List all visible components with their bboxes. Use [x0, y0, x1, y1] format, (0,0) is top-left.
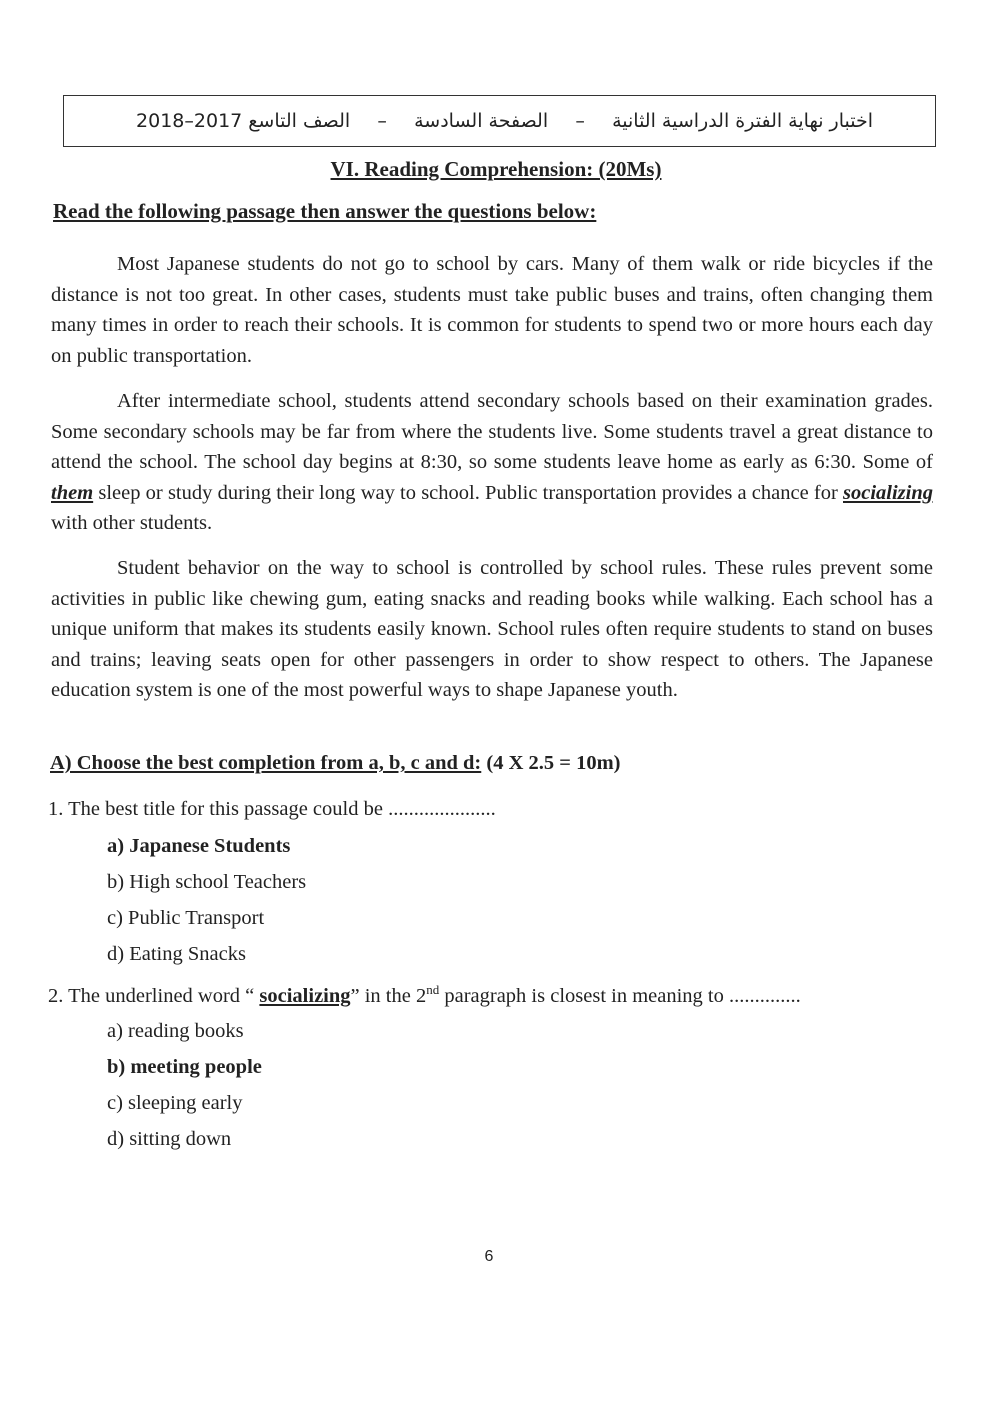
- instructions: Read the following passage then answer the questions below:: [53, 199, 597, 223]
- paragraph-text: Student behavior on the way to school is controlled by school rules. These rules prevent some activities in public like chewing gum, eating snacks and reading books while walking. Each school has a unique uniform that makes its students easily known. School rules often require students to stand on buses and trains; leaving seats open for other passengers in order to show respect to others. The Japanese education system is one of the most powerful ways to shape Japanese youth.: [51, 557, 933, 701]
- paragraph-text: sleep or study during their long way to school. Public transportation provides a chance for: [93, 481, 843, 504]
- paragraph-text: After intermediate school, students attend secondary schools based on their examination grades. Some secondary schools may be far from where the students live. Some students travel a great distance to attend the school. The school day begins at 8:30, so some students leave home as early as 6:30. Some of: [51, 390, 933, 473]
- part-a-heading: [50, 752, 620, 775]
- q2-keyword: socializing: [259, 984, 351, 1007]
- underlined-word-them: them: [51, 481, 94, 504]
- grade-year: الصف التاسع 2017–2018: [136, 110, 351, 132]
- passage-paragraph-3: [51, 553, 933, 706]
- q2-option-b: b) meeting people: [107, 1056, 262, 1078]
- question-1: 1. The best title for this passage could be .....................: [48, 798, 496, 820]
- exam-title: اختبار نهاية الفترة الدراسية الثانية: [612, 110, 873, 132]
- part-a-instruction: A) Choose the best completion from a, b, c and d:: [50, 752, 482, 774]
- q2-option-c: c) sleeping early: [107, 1092, 243, 1114]
- q2-option-a: a) reading books: [107, 1020, 244, 1042]
- page-number: 6: [484, 1248, 494, 1265]
- header-separator: –: [575, 110, 585, 132]
- header-separator: –: [377, 110, 387, 132]
- passage-paragraph-1: [51, 249, 933, 371]
- page-label: الصفحة السادسة: [414, 110, 549, 132]
- q1-option-d: d) Eating Snacks: [107, 943, 246, 965]
- paragraph-text: Most Japanese students do not go to school by cars. Many of them walk or ride bicycles if the distance is not too great. In other cases, students must take public buses and trains, often changing them many times in order to reach their schools. It is common for students to spend two or more hours each day on public transportation.: [51, 253, 933, 367]
- q2-option-d: d) sitting down: [107, 1128, 232, 1150]
- passage-paragraph-2: [51, 386, 933, 539]
- q1-option-b: b) High school Teachers: [107, 871, 307, 893]
- question-2: 2. The underlined word “ socializing” in the 2nd paragraph is closest in meaning to ..............: [48, 982, 801, 1007]
- underlined-word-socializing: socializing: [843, 481, 933, 504]
- q1-option-a: a) Japanese Students: [107, 835, 291, 857]
- exam-header-box: [63, 95, 936, 147]
- q1-option-c: c) Public Transport: [107, 907, 265, 929]
- part-a-marks: (4 X 2.5 = 10m): [486, 752, 621, 774]
- paragraph-text: with other students.: [51, 512, 213, 534]
- section-title: VI. Reading Comprehension: (20Ms): [330, 157, 662, 181]
